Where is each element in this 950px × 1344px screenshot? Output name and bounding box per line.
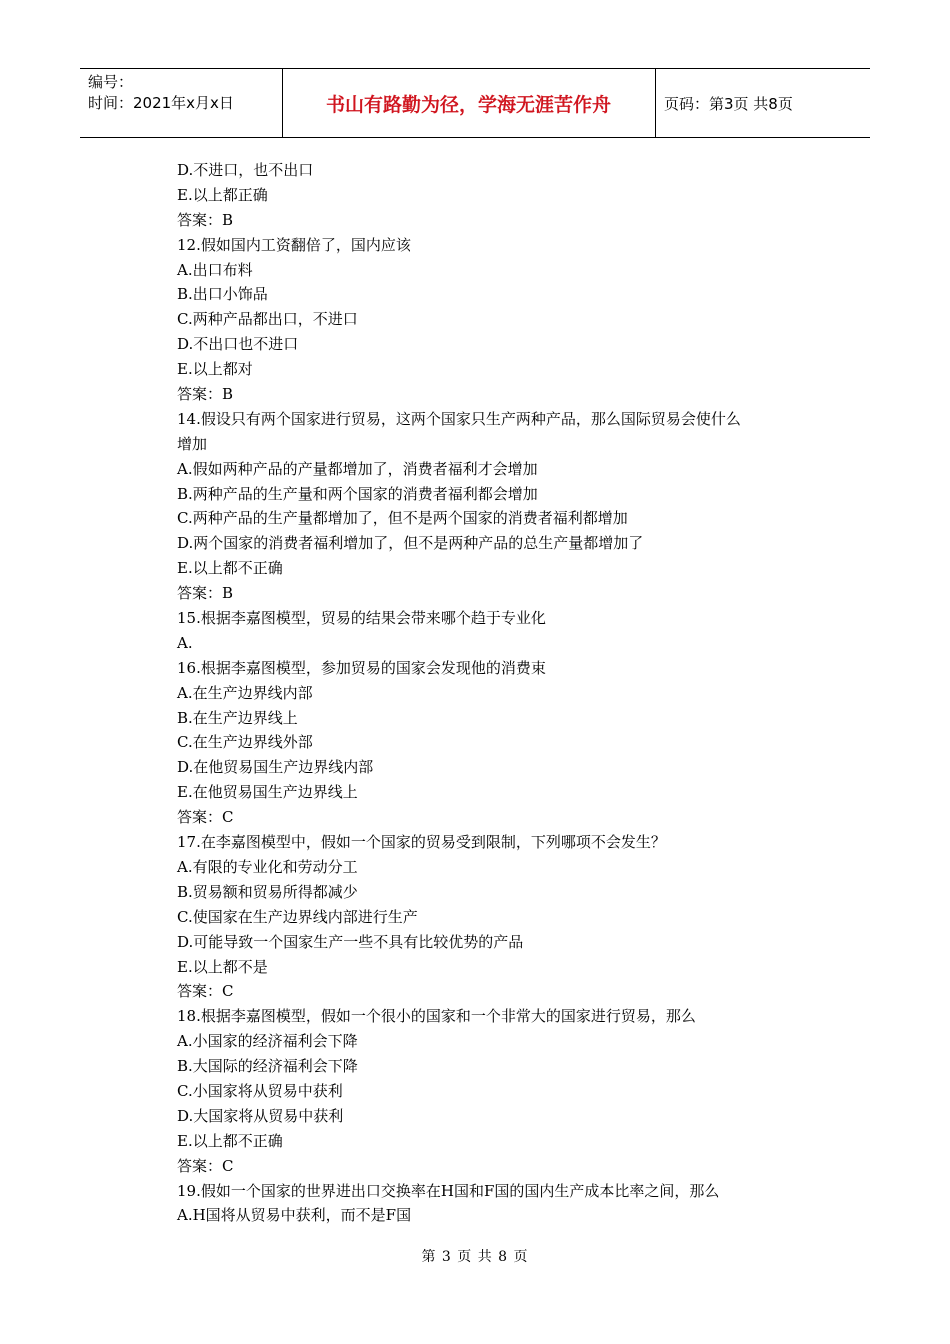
text-line: 18.根据李嘉图模型，假如一个很小的国家和一个非常大的国家进行贸易，那么 [177, 1007, 696, 1026]
text-line: A.小国家的经济福利会下降 [177, 1032, 358, 1051]
text-line: 答案：C [177, 1156, 234, 1175]
text-line: A.有限的专业化和劳动分工 [177, 857, 358, 876]
page-footer: 第 3 页 共 8 页 [421, 1249, 529, 1265]
text-line: 答案：B [177, 385, 234, 404]
time-label: 时间：2021年x月x日 [88, 94, 234, 112]
text-line: C.小国家将从贸易中获利 [177, 1081, 343, 1100]
text-line: A.假如两种产品的产量都增加了，消费者福利才会增加 [177, 459, 538, 478]
text-line: 答案：C [177, 982, 234, 1001]
text-line: D.大国家将从贸易中获利 [177, 1106, 344, 1125]
text-line: 增加 [177, 434, 208, 453]
text-line: D.在他贸易国生产边界线内部 [177, 758, 374, 777]
header-motto: 书山有路勤为径，学海无涯苦作舟 [325, 93, 611, 116]
text-line: 答案：C [177, 808, 234, 827]
text-line: 答案：B [177, 210, 234, 229]
text-line: E.在他贸易国生产边界线上 [177, 783, 358, 802]
text-line: C.在生产边界线外部 [177, 733, 313, 752]
text-line: A.在生产边界线内部 [177, 683, 313, 702]
text-line: B.大国际的经济福利会下降 [177, 1057, 358, 1076]
header-divider [655, 69, 656, 137]
text-line: D.可能导致一个国家生产一些不具有比较优势的产品 [177, 932, 524, 951]
text-line: B.在生产边界线上 [177, 708, 298, 727]
text-line: A.H国将从贸易中获利，而不是F国 [177, 1206, 412, 1225]
number-label: 编号： [88, 73, 134, 91]
text-line: B.出口小饰品 [177, 285, 268, 304]
text-line: D.两个国家的消费者福利增加了，但不是两种产品的总生产量都增加了 [177, 534, 644, 553]
text-line: A. [177, 633, 193, 652]
text-line: 15.根据李嘉图模型，贸易的结果会带来哪个趋于专业化 [177, 609, 546, 628]
header-page-info: 页码：第3页 共8页 [664, 94, 793, 113]
text-line: C.两种产品都出口，不进口 [177, 310, 358, 329]
text-line: 14.假设只有两个国家进行贸易，这两个国家只生产两种产品，那么国际贸易会使什么 [177, 409, 741, 428]
text-line: E.以上都正确 [177, 185, 268, 204]
text-line: 16.根据李嘉图模型，参加贸易的国家会发现他的消费束 [177, 658, 546, 677]
text-line: E.以上都对 [177, 360, 253, 379]
page-header [80, 68, 870, 138]
text-line: 12.假如国内工资翻倍了，国内应该 [177, 235, 411, 254]
text-line: A.出口布料 [177, 260, 253, 279]
text-line: E.以上都不正确 [177, 1131, 283, 1150]
text-line: B.两种产品的生产量和两个国家的消费者福利都会增加 [177, 484, 538, 503]
text-line: C.两种产品的生产量都增加了，但不是两个国家的消费者福利都增加 [177, 509, 628, 528]
header-meta [88, 72, 234, 114]
text-line: E.以上都不正确 [177, 559, 283, 578]
question-list [177, 158, 817, 1228]
text-line: D.不出口也不进口 [177, 335, 299, 354]
text-line: C.使国家在生产边界线内部进行生产 [177, 907, 418, 926]
text-line: D.不进口，也不出口 [177, 161, 314, 179]
text-line: B.贸易额和贸易所得都减少 [177, 882, 358, 901]
text-line: 17.在李嘉图模型中，假如一个国家的贸易受到限制，下列哪项不会发生？ [177, 833, 666, 852]
text-line: 19.假如一个国家的世界进出口交换率在H国和F国的国内生产成本比率之间，那么 [177, 1181, 720, 1200]
text-line: E.以上都不是 [177, 957, 268, 976]
text-line: 答案：B [177, 584, 234, 603]
